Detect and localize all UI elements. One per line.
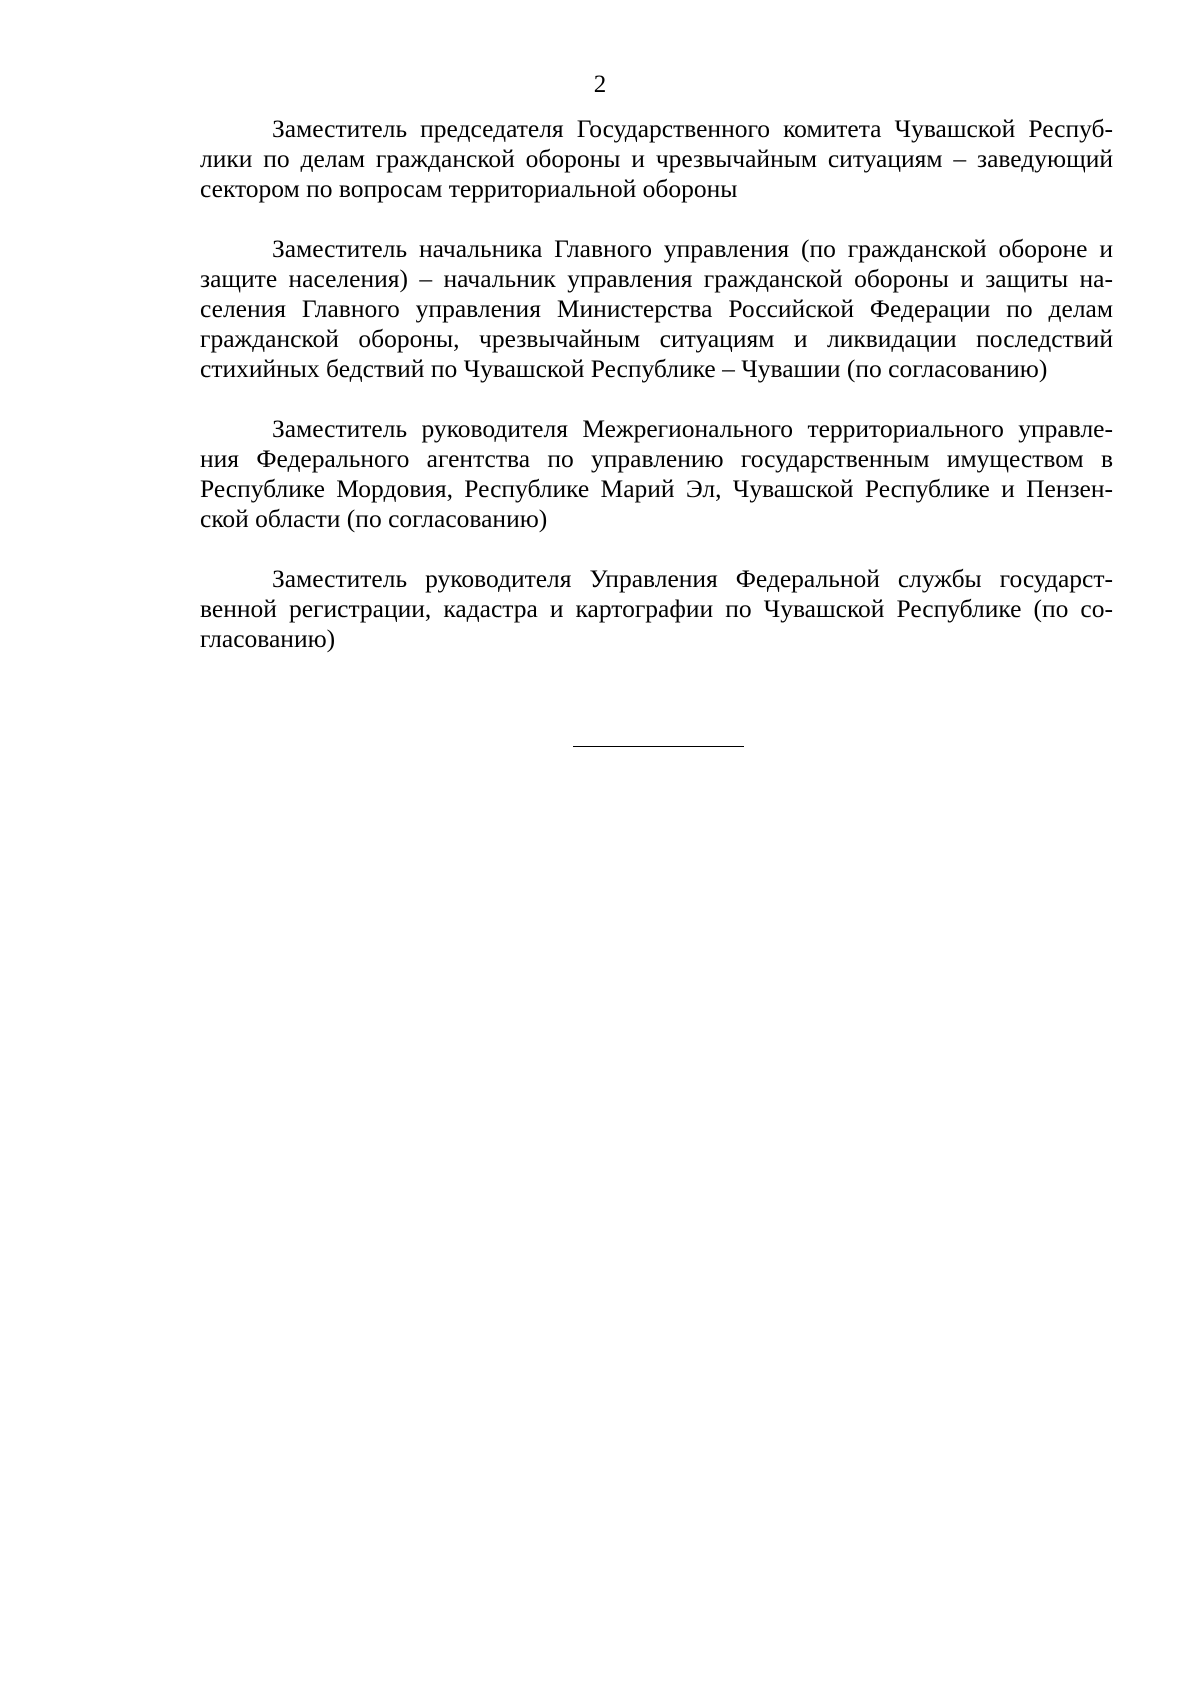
entry-3-line-4: ской области (по согласованию) [200,504,548,533]
entry-3-line-2: ния Федерального агентства по управлению государственным имуществом в [200,444,1113,473]
entry-2-line-2: защите населения) – начальник управления гражданской обороны и защиты на- [200,264,1113,293]
entry-1-line-1: Заместитель председателя Государственного комитета Чувашской Респуб- [272,114,1113,143]
entry-3-line-3: Республике Мордовия, Республике Марий Эл, Чувашской Республике и Пензен- [200,474,1113,503]
position-entry-3 [200,414,1113,534]
position-entry-2 [200,234,1113,384]
entry-1-line-2: лики по делам гражданской обороны и чрезвычайным ситуациям – заведующий [200,144,1113,173]
position-entry-1 [200,114,1113,204]
entry-4-line-1: Заместитель руководителя Управления Федеральной службы государст- [272,564,1113,593]
entry-2-line-1: Заместитель начальника Главного управления (по гражданской обороне и [272,234,1113,263]
entry-4-line-3: гласованию) [200,624,336,653]
entry-3-line-1: Заместитель руководителя Межрегионального территориального управле- [272,414,1113,443]
document-body [200,114,1113,684]
entry-2-line-5: стихийных бедствий по Чувашской Республике – Чувашии (по согласованию) [200,354,1048,383]
closing-separator-line [573,746,744,747]
entry-4-line-2: венной регистрации, кадастра и картографии по Чувашской Республике (по со- [200,594,1113,623]
page-number: 2 [593,71,607,98]
entry-2-line-4: гражданской обороны, чрезвычайным ситуациям и ликвидации последствий [200,324,1113,353]
entry-1-line-3: сектором по вопросам территориальной обороны [200,174,738,203]
entry-2-line-3: селения Главного управления Министерства Российской Федерации по делам [200,294,1113,323]
position-entry-4 [200,564,1113,654]
